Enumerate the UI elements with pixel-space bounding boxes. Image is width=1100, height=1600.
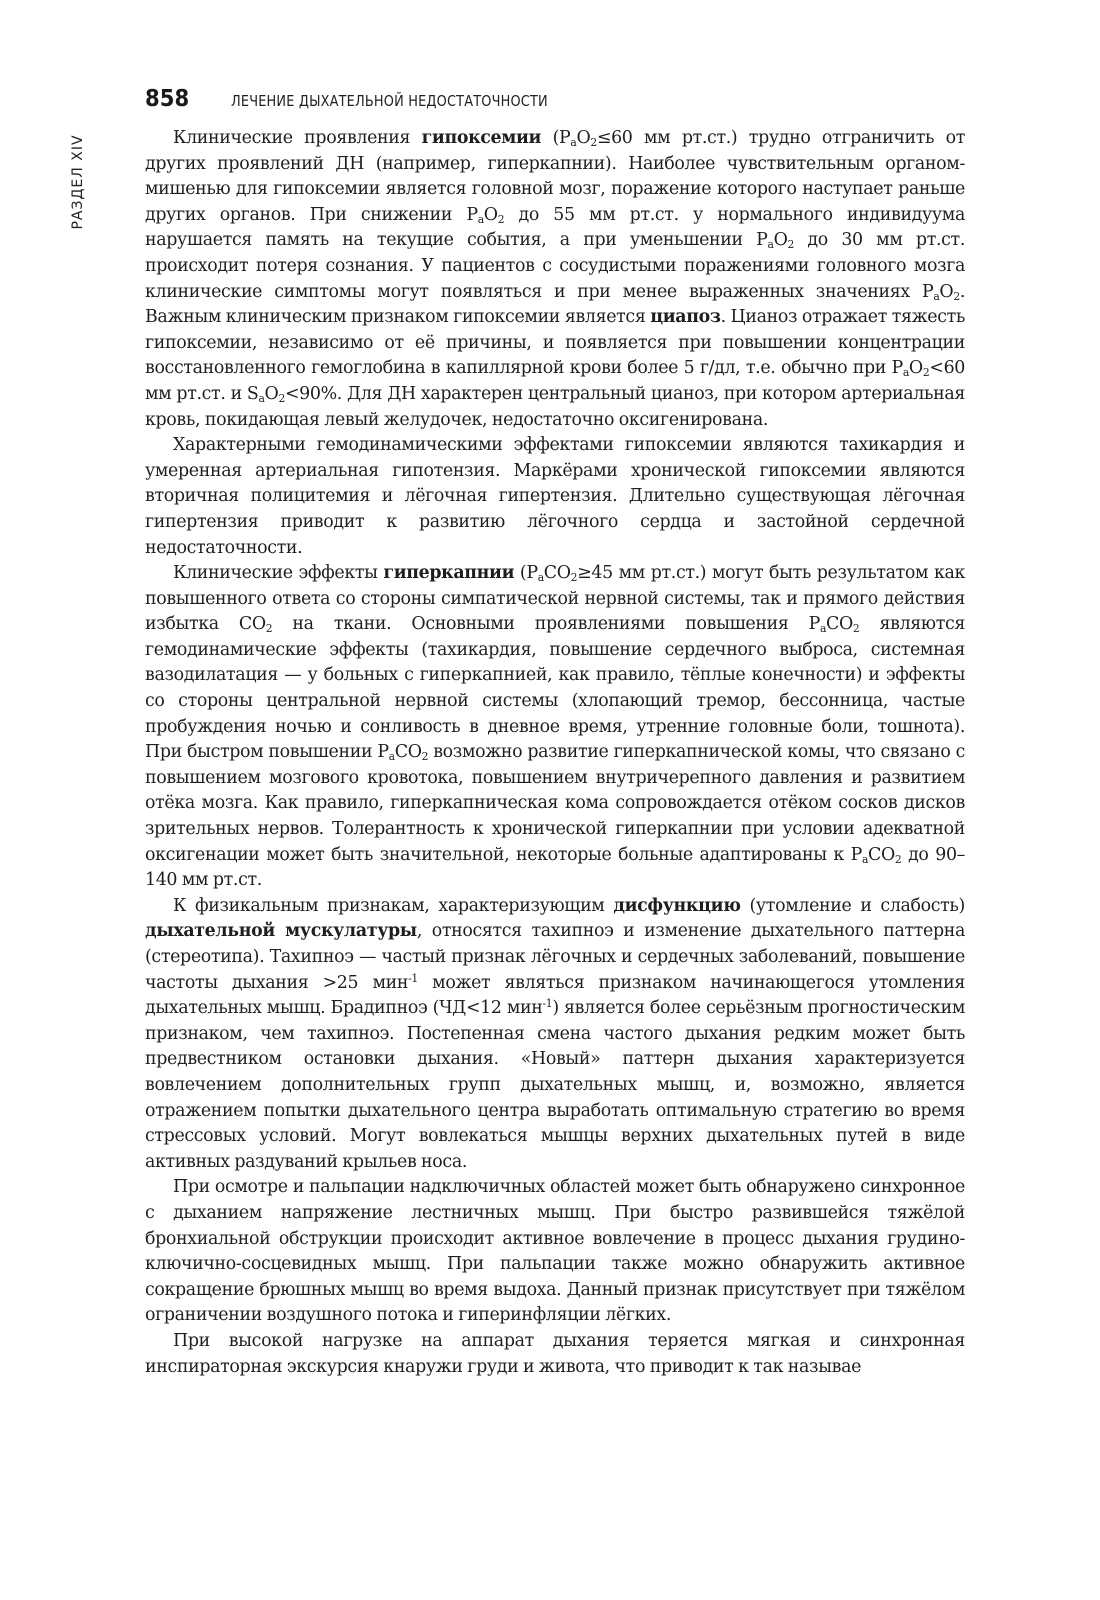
paragraph-muscle-dysfunction: К физикальным признакам, характеризующим дисфункцию (утомление и слабость) дыхательной мускулатуры, относятся тахипноэ и изменение дыхательного паттерна (стереотипа). Тахипноэ — частый признак лёгочных и сердечных заболеваний, повышение частоты дыхания >25 мин$^{-1}$ может являться признаком начинающегося утомления дыхательных мышц. Брадипноэ (ЧД<12 мин$^{-1}$) является более серьёзным прогностическим признаком, чем тахипноэ. Постепенная смена частого дыхания редким может быть предвестником остановки дыхания. «Новый» паттерн дыхания характеризуется вовлечением дополнительных групп дыхательных мышц, и, возможно, является отражением попытки дыхательного центра выработать оптимальную стратегию во время стрессовых условий. Могут вовлекаться мышцы верхних дыхательных путей в виде активных раздуваний крыльев носа.: [145, 895, 965, 1172]
paragraph-high-load: При высокой нагрузке на аппарат дыхания теряется мягкая и синхронная инспираторная экскурсия кнаружи груди и живота, что приводит к так называе: [145, 1330, 965, 1377]
paragraph-hypercapnia: Клинические эффекты гиперкапнии ($P_aCO_2\ge 45$ мм рт.ст.) могут быть результатом как повышенного ответа со стороны симпатической нервной системы, так и прямого действия избытка $CO_2$ на ткани. Основными проявлениями повышения $P_aCO_2$ являются гемодинамические эффекты (тахикардия, повышение сердечного выброса, системная вазодилатация — у больных с гиперкапнией, как правило, тёплые конечности) и эффекты со стороны центральной нервной системы (хлопающий тремор, бессонница, частые пробуждения ночью и сонливость в дневное время, утренние головные боли, тошнота). При быстром повышении $P_aCO_2$ возможно развитие гиперкапнической комы, что связано с повышением мозгового кровотока, повышением внутричерепного давления и развитием отёка мозга. Как правило, гиперкапническая кома сопровождается отёком сосков дисков зрительных нервов. Толерантность к хронической гиперкапнии при условии адекватной оксигенации может быть значительной, некоторые больные адаптированы к $P_aCO_2$ до 90–140 мм рт.ст.: [145, 563, 966, 891]
page-number: 858: [145, 86, 190, 112]
section-label: [68, 132, 88, 232]
running-title: ЛЕЧЕНИЕ ДЫХАТЕЛЬНОЙ НЕДОСТАТОЧНОСТИ: [231, 92, 548, 110]
page-header: [145, 86, 965, 116]
section-label-text: РАЗДЕЛ XIV: [70, 134, 86, 230]
paragraph-palpation: При осмотре и пальпации надключичных областей может быть обнаружено синхронное с дыханием напряжение лестничных мышц. При быстро развившейся тяжёлой бронхиальной обструкции происходит активное вовлечение в процесс дыхания грудино-ключично-сосцевидных мышц. При пальпации также можно обнаружить активное сокращение брюшных мышц во время выдоха. Данный признак присутствует при тяжёлом ограничении воздушного потока и гиперинфляции лёгких.: [145, 1177, 965, 1326]
paragraph-hemodynamics: Характерными гемодинамическими эффектами гипоксемии являются тахикардия и умеренная артериальная гипотензия. Маркёрами хронической гипоксемии являются вторичная полицитемия и лёгочная гипертензия. Длительно существующая лёгочная гипертензия приводит к развитию лёгочного сердца и застойной сердечной недостаточности.: [145, 435, 965, 558]
body-text: [145, 126, 965, 1380]
paragraph-hypoxemia: Клинические проявления гипоксемии ($P_aO_2\le 60$ мм рт.ст.) трудно отграничить от других проявлений ДН (например, гиперкапнии). Наиболее чувствительным органом-мишенью для гипоксемии является головной мозг, поражение которого наступает раньше других органов. При снижении $P_aO_2$ до 55 мм рт.ст. у нормального индивидуума нарушается память на текущие события, а при уменьшении $P_aO_2$ до 30 мм рт.ст. происходит потеря сознания. У пациентов с сосудистыми поражениями головного мозга клинические симптомы могут появляться и при менее выраженных значениях $P_aO_2$. Важным клиническим признаком гипоксемии является циапоз. Цианоз отражает тяжесть гипоксемии, независимо от её причины, и появляется при повышении концентрации восстановленного гемоглобина в капиллярной крови более 5 г/дл, т.е. обычно при $P_aO_2<60$ мм рт.ст. и $S_aO_2<90\%$. Для ДН характерен центральный цианоз, при котором артериальная кровь, покидающая левый желудочек, недостаточно оксигенирована.: [145, 128, 966, 430]
